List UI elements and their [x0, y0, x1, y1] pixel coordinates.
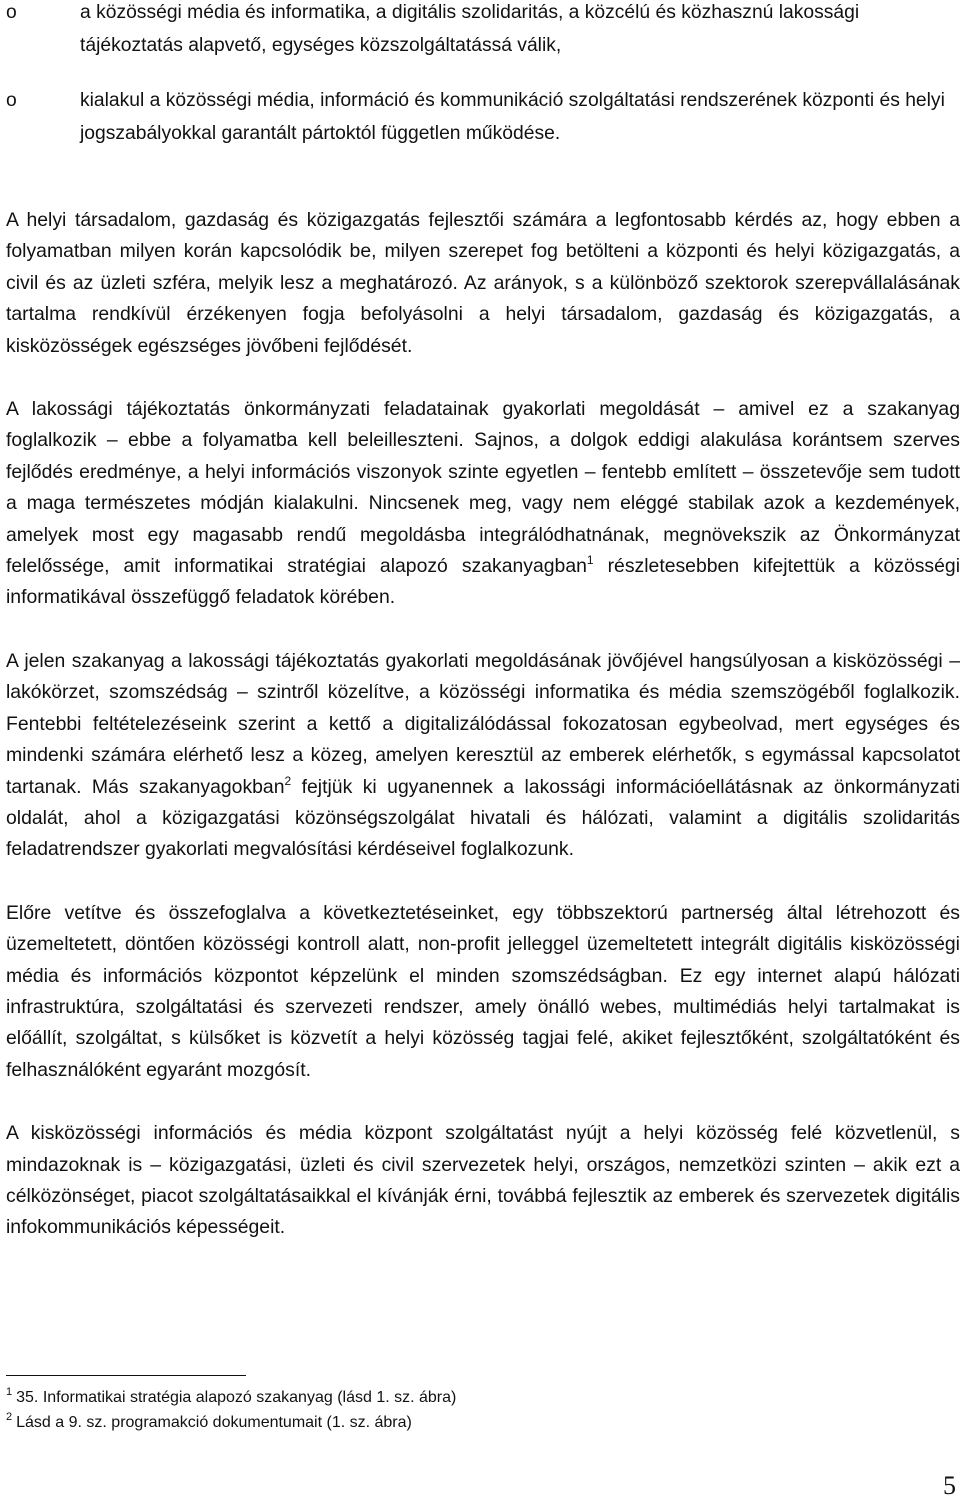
footnote-item: [6, 1410, 906, 1435]
paragraph: [6, 1118, 960, 1244]
bullet-marker: o: [6, 90, 17, 111]
body-text: [6, 0, 960, 1244]
paragraph: [6, 394, 960, 614]
paragraph-text: A kisközösségi információs és média központ szolgáltatást nyújt a helyi közösség felé közvetlenül, s mindazoknak is – közigazgatási, üzleti és civil szervezetek helyi, országos, nemzetközi szinten – akik ezt a célközönséget, piacot szolgáltatásaikkal el kívánják érni, továbbá fejlesztik az emberek és szervezetek digitális infokommunikációs képességeit.: [6, 1122, 960, 1239]
paragraph: [6, 898, 960, 1086]
footnote-text: Lásd a 9. sz. programakció dokumentumait (1. sz. ábra): [16, 1414, 412, 1431]
bullet-item: [6, 84, 960, 150]
footnote-ref[interactable]: 2: [284, 773, 292, 788]
footnotes: [6, 1385, 906, 1435]
footnote-number: 2: [6, 1411, 13, 1423]
footnote-text: 35. Informatikai stratégia alapozó szakanyag (lásd 1. sz. ábra): [16, 1389, 457, 1406]
paragraph-text: részletesebben kifejtettük a közösségi informatikával összefüggő feladatok körében.: [6, 555, 960, 609]
paragraph: [6, 205, 960, 362]
bullet-list: [6, 0, 960, 150]
bullet-item: [6, 0, 960, 62]
footnote-ref[interactable]: 1: [586, 553, 594, 568]
paragraph: [6, 646, 960, 866]
footnote-number: 1: [6, 1386, 13, 1398]
paragraph-text: fejtjük ki ugyanennek a lakossági információellátásnak az önkormányzati oldalát, ahol a közigazgatási közönségszolgálat hivatali és hálózati, valamint a digitális szolidaritás feladatrendszer gyakorlati megvalósítási kérdéseivel foglalkozunk.: [6, 775, 960, 861]
paragraph-text: A helyi társadalom, gazdaság és közigazgatás fejlesztői számára a legfontosabb kérdés az, hogy ebben a folyamatban milyen korán kapcsolódik be, milyen szerepet fog betölteni a központi és helyi közigazgatás, a civil és az üzleti szféra, melyik lesz a meghatározó. Az arányok, s a különböző szektorok szerepvállalásának tartalma rendkívül érzékenyen fogja befolyásolni a helyi társadalom, gazdaság és közigazgatás, a kisközösségek egészséges jövőbeni fejlődését.: [6, 209, 960, 357]
paragraph-text: A lakossági tájékoztatás önkormányzati feladatainak gyakorlati megoldását – amivel ez a szakanyag foglalkozik – ebbe a folyamatba kell beleilleszteni. Sajnos, a dolgok eddigi alakulása korántsem szerves fejlődés eredménye, a helyi információs viszonyok szinte egyetlen – fentebb említett – összetevője sem tudott a maga természetes módján kialakulni. Nincsenek meg, vagy nem eléggé stabilak azok a kezdemények, amelyek most egy magasabb rendű megoldásba integrálódhatnának, megnövekszik az Önkormányzat felelőssége, amit informatikai stratégiai alapozó szakanyagban: [6, 398, 960, 578]
bullet-marker: o: [6, 2, 17, 23]
page-number: 5: [943, 1471, 956, 1500]
bullet-text: a közösségi média és informatika, a digitális szolidaritás, a közcélú és közhasznú lakossági tájékoztatás alapvető, egységes közszolgáltatássá válik,: [80, 2, 860, 56]
footnote-separator: [6, 1375, 246, 1376]
bullet-text: kialakul a közösségi média, információ és kommunikáció szolgáltatási rendszerének központi és helyi jogszabályokkal garantált pártoktól független működése.: [80, 90, 945, 144]
paragraph-text: A jelen szakanyag a lakossági tájékoztatás gyakorlati megoldásának jövőjével hangsúlyosan a kisközösségi – lakókörzet, szomszédság – szintről közelítve, a közösségi informatika és média szemszögéből foglalkozik. Fentebbi feltételezéseink szerint a kettő a digitalizálódással fokozatosan egybeolvad, mert egységes és mindenki számára elérhető lesz a közeg, amelyen keresztül az emberek elérhetők, s egymással kapcsolatot tartanak. Más szakanyagokban: [6, 649, 960, 798]
footnote-item: [6, 1385, 906, 1410]
paragraph-text: Előre vetítve és összefoglalva a következtetéseinket, egy többszektorú partnerség által létrehozott és üzemeltetett, döntően közösségi kontroll alatt, non-profit jelleggel üzemeltetett integrált digitális kisközösségi média és információs központot képzelünk el minden szomszédságban. Ez egy internet alapú hálózati infrastruktúra, szolgáltatási és szervezeti rendszer, amely önálló webes, multimédiás helyi tartalmakat is előállít, szolgáltat, s külsőket is közvetít a helyi közösség tagjai felé, akiket fejlesztőként, szolgáltatóként és felhasználóként egyaránt mozgósít.: [6, 901, 960, 1081]
